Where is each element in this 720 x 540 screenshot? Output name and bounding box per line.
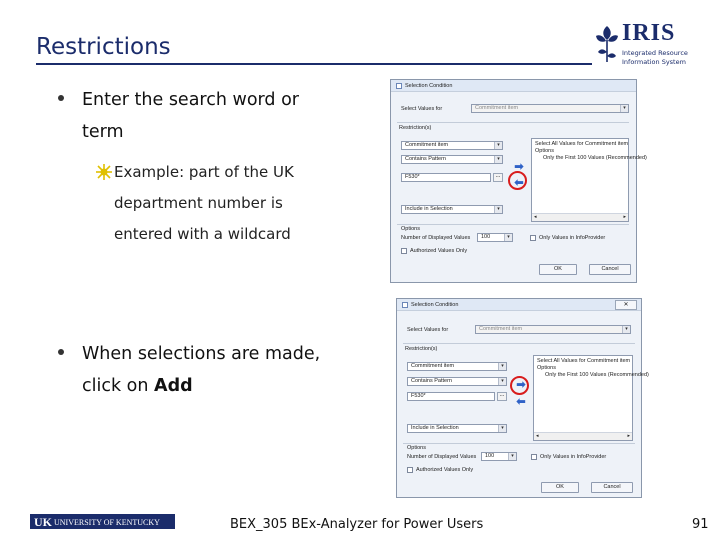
operator-dropdown[interactable]: Contains Pattern ▾ [401,155,503,164]
authorized-label: Authorized Values Only [416,467,474,473]
num-values-label: Number of Displayed Values [407,454,477,460]
chevron-down-icon: ▾ [494,142,502,149]
close-icon: ✕ [623,302,629,308]
restrictions-label: Restriction(s) [399,125,432,131]
options-label: Options [401,226,420,232]
value-help-button[interactable]: ... [497,392,507,401]
arrow-right-icon: ➡ [514,161,524,173]
select-values-for-dropdown[interactable]: Commitment item ▾ [471,104,629,113]
list-item[interactable]: Options [535,148,554,154]
chevron-down-icon: ▾ [620,105,628,112]
bullet-dot [58,349,64,355]
pattern-input[interactable]: F530* [401,173,491,182]
iris-logo [594,22,714,70]
subbullet-line-2: department number is [114,194,283,212]
only-infoprovider-checkbox[interactable] [531,454,537,460]
include-dropdown[interactable]: Include in Selection ▾ [401,205,503,214]
only-infoprovider-label: Only Values in InfoProvider [539,235,606,241]
dialog-title: Selection Condition [411,302,459,308]
horizontal-scrollbar[interactable] [532,213,628,221]
options-label: Options [407,445,426,451]
cancel-button[interactable]: Cancel [589,264,631,275]
scroll-left-icon[interactable]: ◂ [536,433,539,439]
bullet-2-prefix: click on [82,376,155,396]
remove-button[interactable] [515,397,527,408]
select-values-for-dropdown[interactable]: Commitment item ▾ [475,325,631,334]
logo-subtitle-2: Information System [622,58,686,66]
star-bullet-icon [95,163,113,181]
bullet-dot [58,95,64,101]
authorized-checkbox[interactable] [401,248,407,254]
list-item[interactable]: Select All Values for Commitment item [537,358,631,364]
num-values-dropdown[interactable]: 100 ▾ [481,452,517,461]
num-values-label: Number of Displayed Values [401,235,471,241]
bullet-2-line-2 [82,370,193,402]
list-item[interactable]: Only the First 100 Values (Recommended) [543,155,647,161]
dialog-titlebar [391,80,636,92]
highlight-circle [508,171,527,190]
list-item[interactable]: Only the First 100 Values (Recommended) [545,372,649,378]
cancel-button[interactable]: Cancel [591,482,633,493]
bullet-1-line-1: Enter the search word or [82,90,299,110]
flower-icon [594,22,620,68]
horizontal-scrollbar[interactable] [534,432,632,440]
num-values-dropdown[interactable]: 100 ▾ [477,233,513,242]
footer-course-title: BEX_305 BEx-Analyzer for Power Users [230,517,484,532]
ok-button[interactable]: OK [541,482,579,493]
list-item[interactable]: Options [537,365,556,371]
scroll-right-icon[interactable]: ▸ [627,433,630,439]
only-infoprovider-label: Only Values in InfoProvider [540,454,607,460]
bullet-2-line-1: When selections are made, [82,344,321,364]
page-number: 91 [692,517,709,532]
operator-dropdown[interactable]: Contains Pattern ▾ [407,377,507,386]
chevron-down-icon: ▾ [498,378,506,385]
close-button[interactable] [615,300,637,310]
chevron-down-icon: ▾ [508,453,516,460]
logo-wordmark: IRIS [622,20,676,46]
chevron-down-icon: ▾ [494,206,502,213]
ok-button[interactable]: OK [539,264,577,275]
authorized-checkbox[interactable] [407,467,413,473]
highlight-circle [510,376,529,395]
university-of-kentucky-logo [30,514,175,529]
chevron-down-icon: ▾ [622,326,630,333]
restrictions-group-line [403,343,635,344]
logo-subtitle-1: Integrated Resource [622,49,688,57]
slide-title: Restrictions [36,34,171,60]
list-item[interactable]: Select All Values for Commitment item [535,141,629,147]
dialog-title: Selection Condition [405,83,453,89]
dialog-titlebar [397,299,641,311]
restrictions-label: Restriction(s) [405,346,438,352]
chevron-down-icon: ▾ [494,156,502,163]
pattern-input[interactable]: F530* [407,392,495,401]
svg-text:UNIVERSITY OF KENTUCKY: UNIVERSITY OF KENTUCKY [54,518,160,527]
value-help-button[interactable]: ... [493,173,503,182]
svg-text:UK: UK [34,515,52,529]
options-group-line [397,224,629,225]
subbullet-line-3: entered with a wildcard [114,225,291,243]
selection-condition-dialog-2 [396,298,649,498]
subbullet-line-1: Example: part of the UK [114,163,294,181]
chevron-down-icon: ▾ [504,234,512,241]
arrow-left-icon: ⬅ [516,396,526,408]
selected-values-list[interactable] [531,138,647,222]
selection-condition-dialog-1 [390,79,647,283]
include-dropdown[interactable]: Include in Selection ▾ [407,424,507,433]
select-values-for-label: Select Values for [407,327,449,333]
chevron-down-icon: ▾ [498,425,506,432]
field-dropdown[interactable]: Commitment item ▾ [407,362,507,371]
scroll-left-icon[interactable]: ◂ [534,214,537,220]
authorized-label: Authorized Values Only [410,248,468,254]
options-group-line [403,443,635,444]
bullet-1-line-2: term [82,122,124,142]
selected-values-list[interactable] [533,355,649,441]
select-values-for-label: Select Values for [401,106,443,112]
chevron-down-icon: ▾ [498,363,506,370]
dialog-app-icon [396,83,402,89]
scroll-right-icon[interactable]: ▸ [623,214,626,220]
dialog-app-icon [402,302,408,308]
arrow-left-icon: ⬅ [514,177,524,189]
title-underline [36,63,592,65]
add-emphasis: Add [154,376,193,396]
field-dropdown[interactable]: Commitment item ▾ [401,141,503,150]
arrow-right-icon: ➡ [516,379,526,391]
only-infoprovider-checkbox[interactable] [530,235,536,241]
restrictions-group-line [397,122,629,123]
